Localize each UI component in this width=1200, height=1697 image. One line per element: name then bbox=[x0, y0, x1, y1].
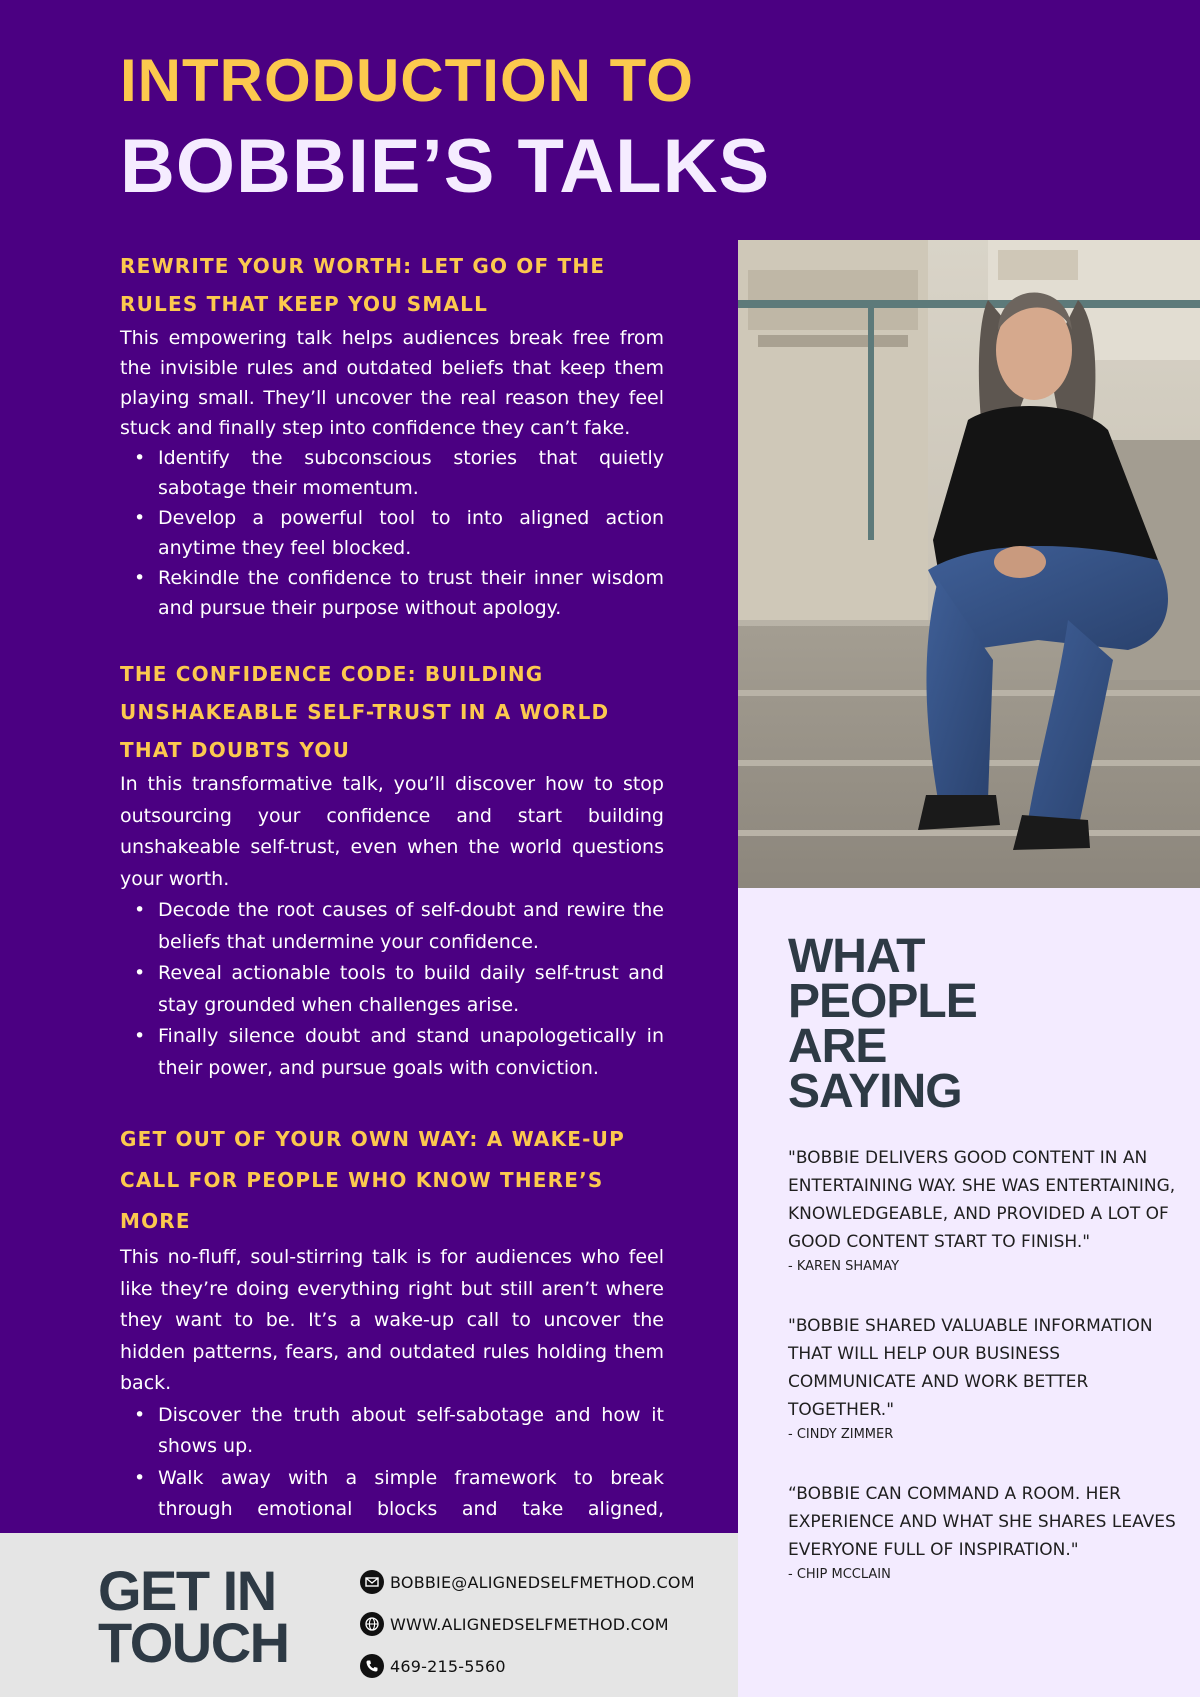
testimonials-panel bbox=[738, 888, 1200, 1697]
header-line-1: INTRODUCTION TO bbox=[120, 47, 694, 114]
talk-title: THE CONFIDENCE CODE: BUILDING UNSHAKEABLE SELF-TRUST IN A WORLD THAT DOUBTS YOU bbox=[120, 662, 610, 762]
talk-section-1 bbox=[120, 247, 664, 623]
contact-phone[interactable] bbox=[360, 1645, 695, 1687]
testimonials-title bbox=[788, 930, 977, 1118]
talk-description: In this transformative talk, you’ll discover how to stop outsourcing your confidence and start building unshakeable self-trust, even when the world questions your worth. bbox=[120, 773, 664, 890]
testimonials-title-line: ARE bbox=[788, 1020, 887, 1073]
testimonials-title-line: PEOPLE bbox=[788, 975, 977, 1028]
contact-email[interactable] bbox=[360, 1561, 695, 1603]
contact-list bbox=[360, 1561, 695, 1687]
list-item: • Reveal actionable tools to build daily self-trust and stay grounded when challenges arise. bbox=[158, 958, 664, 1021]
contact-title-line: TOUCH bbox=[98, 1611, 289, 1674]
testimonials-list bbox=[788, 1144, 1188, 1620]
list-item: • Decode the root causes of self-doubt and rewire the beliefs that undermine your confidence. bbox=[158, 895, 664, 958]
page-header bbox=[120, 45, 770, 215]
list-item: • Finally silence doubt and stand unapologetically in their power, and pursue goals with conviction. bbox=[158, 1021, 664, 1084]
contact-footer bbox=[0, 1533, 738, 1697]
talk-bullets bbox=[120, 443, 664, 623]
phone-icon bbox=[360, 1654, 384, 1678]
testimonial-quote: "BOBBIE DELIVERS GOOD CONTENT IN AN ENTERTAINING WAY. SHE WAS ENTERTAINING, KNOWLEDGEABLE, AND PROVIDED A LOT OF GOOD CONTENT START TO FINISH." bbox=[788, 1148, 1176, 1252]
header-line-2: BOBBIE’S TALKS bbox=[120, 124, 771, 209]
talk-section-3 bbox=[120, 1119, 664, 1557]
talk-title: REWRITE YOUR WORTH: LET GO OF THE RULES THAT KEEP YOU SMALL bbox=[120, 254, 606, 316]
testimonial-quote: "BOBBIE SHARED VALUABLE INFORMATION THAT WILL HELP OUR BUSINESS COMMUNICATE AND WORK BETTER TOGETHER." bbox=[788, 1316, 1153, 1420]
mail-icon bbox=[360, 1570, 384, 1594]
list-item: • Identify the subconscious stories that quietly sabotage their momentum. bbox=[158, 443, 664, 503]
talk-bullets bbox=[120, 895, 664, 1084]
list-item: • Develop a powerful tool to into aligned action anytime they feel blocked. bbox=[158, 503, 664, 563]
talk-section-2 bbox=[120, 655, 664, 1084]
globe-icon bbox=[360, 1612, 384, 1636]
testimonials-title-line: SAYING bbox=[788, 1065, 962, 1118]
list-item: • Walk away with a simple framework to break through emotional blocks and take aligned, bbox=[158, 1463, 664, 1558]
contact-website[interactable] bbox=[360, 1603, 695, 1645]
speaker-photo bbox=[738, 240, 1200, 888]
list-item: • Discover the truth about self-sabotage and how it shows up. bbox=[158, 1400, 664, 1463]
speaker-photo-image bbox=[738, 240, 1200, 888]
testimonial-author: - CINDY ZIMMER bbox=[788, 1427, 894, 1442]
testimonial-author: - KAREN SHAMAY bbox=[788, 1259, 900, 1274]
talk-description: This empowering talk helps audiences break free from the invisible rules and outdated beliefs that keep them playing small. They’ll uncover the real reason they feel stuck and finally step into confidence they can’t fake. bbox=[120, 327, 664, 439]
talk-title: GET OUT OF YOUR OWN WAY: A WAKE-UP CALL FOR PEOPLE WHO KNOW THERE’S MORE bbox=[120, 1127, 625, 1233]
testimonial-quote: “BOBBIE CAN COMMAND A ROOM. HER EXPERIENCE AND WHAT SHE SHARES LEAVES EVERYONE FULL OF INSPIRATION." bbox=[788, 1484, 1176, 1560]
phone-link[interactable]: 469-215-5560 bbox=[390, 1656, 506, 1676]
email-link[interactable]: BOBBIE@ALIGNEDSELFMETHOD.COM bbox=[390, 1572, 695, 1592]
talk-description: This no-fluff, soul-stirring talk is for audiences who feel like they’re doing everything right but still aren’t where they want to be. It’s a wake-up call to uncover the hidden patterns, fears, and outdated rules holding them back. bbox=[120, 1246, 664, 1394]
testimonials-title-line: WHAT bbox=[788, 930, 925, 983]
website-link[interactable]: WWW.ALIGNEDSELFMETHOD.COM bbox=[390, 1614, 669, 1634]
contact-title-line: GET IN bbox=[98, 1559, 276, 1622]
contact-title bbox=[98, 1559, 289, 1674]
testimonial-author: - CHIP MCCLAIN bbox=[788, 1567, 891, 1582]
list-item: • Rekindle the confidence to trust their inner wisdom and pursue their purpose without apology. bbox=[158, 563, 664, 623]
